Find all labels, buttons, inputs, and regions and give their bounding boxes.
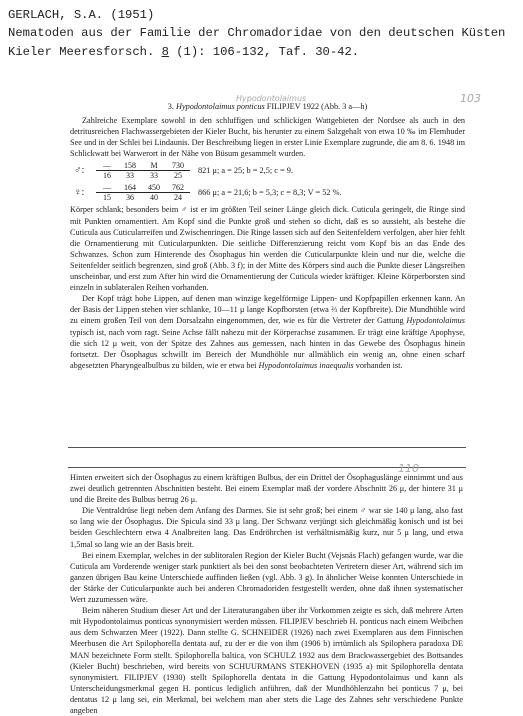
citation-pages: (1): 106-132, Taf. 30-42. bbox=[168, 45, 360, 59]
paragraph-variation: Bei einem Exemplar, welches in der sublitoralen Region der Kieler Bucht (Vejsnäs Flach) gefangen wurde, war die Cuticula am Vorderende weniger stark punktiert als bei den sonst beobachteten Vertretern dieser Art, während sich im ganzen übrigen Bau keine Unterschiede auffinden ließen (vgl. Abb. 3 g). In ähnlicher Weise konnten Unterschiede in der Stärke der Cuticularpunkte auch bei anderen Chromadoriden festgestellt werden, ohne daß ihnen systematischer Wert zuzumessen wäre. bbox=[70, 550, 463, 605]
pencil-note-genus: Hypodontolaimus bbox=[236, 94, 307, 103]
species-heading: 3. Hypodontolaimus ponticus FILIPJEV 1922 (Abb. 3 a—h) bbox=[167, 102, 368, 111]
paragraph-bulbus: Hinten erweitert sich der Ösophagus zu einem kräftigen Bulbus, der ein Drittel der Ösophaguslänge einnimmt und aus zwei deutlich getrennten Abschnitten besteht. Bei einem Exemplar maß der vordere Abschnitt 26 μ, der hintere 31 μ und die Breite des Bulbus betrug 26 μ. bbox=[70, 473, 463, 505]
article-page-excerpt-1 bbox=[70, 101, 465, 447]
clipping-edge-top bbox=[68, 447, 466, 448]
paragraph-ventral-gland: Die Ventraldrüse liegt neben dem Anfang des Darmes. Sie ist sehr groß; bei einem ♂ war sie 140 μ lang, also fast so lang wie der Ösophagus. Die Spicula sind 33 μ lang. Der Schwanz verjüngt sich gleichmäßig konisch und ist bei beiden Geschlechtern etwa 4 Analbreiten lang. Das Endröhrchen ist verhältnismäßig kurz, nur 5 μ lang, und etwa 1,5mal so lang wie an der Basis breit. bbox=[70, 506, 463, 549]
male-ratios: 821 μ; a = 25; b = 2,5; c = 9. bbox=[198, 166, 293, 176]
paragraph-body-description: Körper schlank; besonders beim ♂ ist er im größten Teil seiner Länge gleich dick. Cuticula geringelt, die Ringe sind mit Punkten ornamentiert. Am Kopf sind die Punkte groß und stehen so dicht, daß es so aussieht, als bestehe die Cuticula aus Cuticularreifen und Zwischenringen. Die Ringe lassen sich auf den Seitenfeldern verfolgen, aber hier fehlt die Ornamentierung mit Cuticularpunkten. Die seitliche Differenzierung reicht vom Kopf bis an das Ende des Schwanzes. Schon zum Hinterende des Ösophagus hin werden die Cuticularpunkte klein und nur die, welche die Seitenfelder seitlich begrenzen, sind groß (Abb. 3 f); in der Mitte des Körpers sind auch die Punkte dieser Längsreihen unscheinbar, und erst zum After hin wird die Ornamentierung der Cuticula wieder kräftiger. Kleine Körperborsten sind einzeln in sublateralen Reihen vorhanden. bbox=[70, 205, 465, 293]
pencil-page-number-103: 103 bbox=[460, 92, 481, 105]
citation-title: Nematoden aus der Familie der Chromadoridae von den deutschen Küsten bbox=[8, 26, 506, 40]
citation-volume: 8 bbox=[161, 45, 169, 59]
female-symbol: ♀: bbox=[74, 187, 85, 199]
paragraph-occurrence: Zahlreiche Exemplare sowohl in den schluffigen und schlickigen Wattgebieten der Nordsee als auch in den detritusreichen Flachwassergebieten der Kieler Bucht, bis herunter zu einem Salzgehalt von etwa 10 ‰ im Flemhuder See und in der Schlei bei Lindaunis. Der Beschreibung liegen in erster Linie Exemplare zugrunde, die am 8. 6. 1948 im Schlickwatt bei Warwerort in der Nähe von Büsum gesammelt wurden. bbox=[70, 116, 465, 159]
species-name: Hypodontolaimus ponticus bbox=[176, 102, 265, 111]
citation-journal-name: Kieler Meeresforsch. bbox=[8, 45, 162, 59]
citation-journal bbox=[8, 44, 359, 60]
pencil-page-number-110: 110 bbox=[398, 462, 419, 475]
article-page-excerpt-2 bbox=[70, 472, 463, 715]
female-measurement-formula bbox=[74, 182, 465, 203]
paragraph-synonymy: Beim näheren Studium dieser Art und der Literaturangaben über ihr Vorkommen zeigte es sich, daß mehrere Arten mit Hypodontolaimus ponticus synonymisiert werden müssen. FILIPJEV beschrieb H. ponticus nach einem Weibchen aus dem Schwarzen Meer (1922). Dann stellte G. SCHNEIDER (1926) nach zwei Exemplaren aus dem Finnischen Meerbusen die Art Spilophorella dentata auf, zu der er die von ihm (1906 b) irrtümlich als Spilophera paradoxa DE MAN bezeichnete Form stellt. Spilophorella baltica, von SCHULZ 1932 aus dem Brackwassergebiet des Bottsandes (Kieler Bucht) beschrieben, wird bereits von SCHUURMANS STEKHOVEN (1935 a) mit Spilophorella dentata synonymisiert. FILIPJEV (1930) stellt Spilophorella dentata in die Gattung Hypodontolaimus und kann als Unterscheidungsmerkmal gegen H. ponticus lediglich anführen, daß der Mundhöhlenzahn bei ponticus 7 μ, bei dentatus 12 μ lang sei, ein Merkmal, bei welchem man aber stets die Lage des Zahnes sehr verschiedene Punkte angeben bbox=[70, 606, 463, 715]
female-fraction: — 164 450 762 15 36 40 24 bbox=[96, 183, 190, 203]
paragraph-head-description: Der Kopf trägt hohe Lippen, auf denen man winzige kegelförmige Lippen- und Kopfpapillen erkennen kann. An der Basis der Lippen stehen vier schlanke, 10—11 μ lange Kopfborsten (etwa ⅔ der Kopfbreite). Die Mundhöhle wird zu einem großen Teil von dem Dorsalzahn eingenommen, der, wie es für die Vertreter der Gattung Hypodontolaimus typisch ist, nach vorn ragt. Seine Achse fällt nahezu mit der Körperachse zusammen. Er trägt eine kräftige Apophyse, die sich 12 μ weit, von der Spitze des Zahnes aus gemessen, nach hinten in das Gewebe des Ösophagus hinein fortsetzt. Der Ösophagus schwillt im Bereich der Mundhöhle nur allmählich ein wenig an, ohne einen scharf abgesetzten Pharyngealbulbus zu bilden, wie er etwa bei Hypodontolaimus inaequalis vorhanden ist. bbox=[70, 294, 465, 370]
male-symbol: ♂: bbox=[74, 165, 85, 177]
female-ratios: 866 μ; a = 21,6; b = 5,3; c = 8,3; V = 52 %. bbox=[198, 188, 342, 198]
male-fraction: — 158 M 730 16 33 33 25 bbox=[96, 161, 190, 181]
citation-author-year: GERLACH, S.A. (1951) bbox=[8, 8, 155, 22]
male-measurement-formula bbox=[74, 160, 465, 181]
